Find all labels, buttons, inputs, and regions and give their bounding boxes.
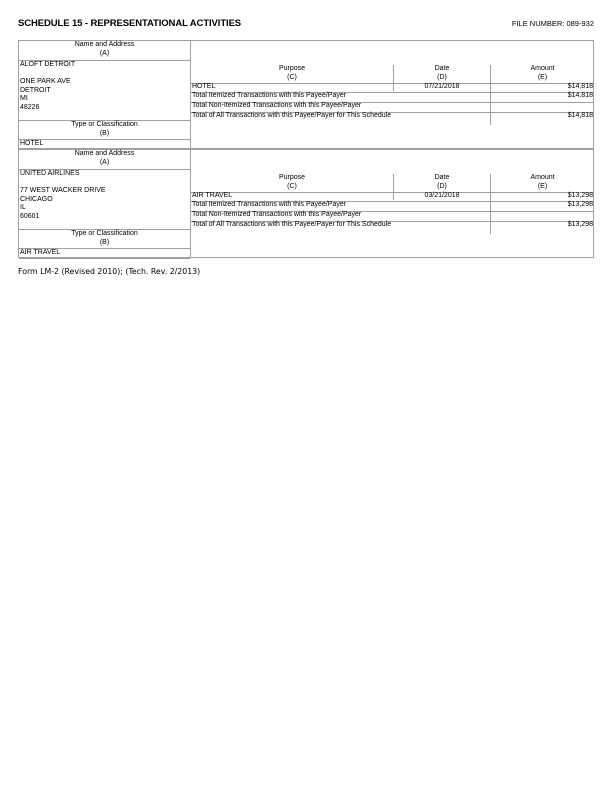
purpose-header: Purpose (C) — [278, 174, 306, 190]
type-classification-code: (B) — [99, 238, 110, 246]
total-itemized-label: Total Itemized Transactions with this Payee/Payer — [192, 201, 347, 208]
amount-header: Amount (E) — [530, 174, 555, 190]
payee-zip: 48226 — [20, 103, 40, 111]
amount-header: Amount (E) — [530, 65, 555, 81]
payee-block — [18, 40, 594, 149]
payee-address — [19, 61, 190, 121]
page-header — [18, 18, 594, 32]
transactions-table — [191, 150, 593, 257]
payee-street: 77 WEST WACKER DRIVE — [20, 187, 106, 195]
transactions-table — [191, 41, 593, 148]
total-non-itemized-label: Total Non-Itemized Transactions with this Payee/Payer — [192, 211, 362, 218]
payee-type — [19, 249, 190, 259]
payee-type-value: HOTEL — [20, 140, 44, 147]
date-header: Date (D) — [434, 174, 450, 190]
total-all-amount: $13,298 — [567, 221, 593, 228]
total-all-label: Total of All Transactions with this Payee/Payer for This Schedule — [192, 112, 392, 119]
file-number: FILE NUMBER: 089-932 — [511, 19, 594, 28]
type-classification-label: Type or Classification — [71, 230, 138, 237]
transaction-purpose: AIR TRAVEL — [192, 192, 233, 199]
payee-state: IL — [20, 204, 26, 212]
total-itemized-amount: $13,298 — [567, 201, 593, 208]
payee-city: CHICAGO — [20, 195, 53, 203]
transaction-amount: $13,298 — [567, 192, 593, 199]
payee-address — [19, 170, 190, 230]
form-footer: Form LM-2 (Revised 2010); (Tech. Rev. 2/2013) — [18, 267, 201, 276]
type-classification-header — [19, 121, 190, 140]
total-itemized-amount: $14,818 — [567, 92, 593, 99]
name-address-label: Name and Address — [74, 41, 135, 48]
purpose-header: Purpose (C) — [278, 65, 306, 81]
name-address-label: Name and Address — [74, 150, 135, 157]
transaction-purpose: HOTEL — [192, 83, 216, 90]
transaction-date: 03/21/2018 — [424, 192, 460, 199]
payee-block — [18, 149, 594, 258]
payee-zip: 60601 — [20, 212, 40, 220]
transaction-date: 07/21/2018 — [424, 83, 460, 90]
name-address-header — [19, 150, 190, 170]
type-classification-header — [19, 230, 190, 249]
total-all-label: Total of All Transactions with this Payee/Payer for This Schedule — [192, 221, 392, 228]
payee-state: MI — [20, 95, 28, 103]
name-address-code: (A) — [99, 49, 110, 57]
payee-info — [19, 150, 191, 257]
transaction-amount: $14,818 — [567, 83, 593, 90]
date-header: Date (D) — [434, 65, 450, 81]
type-classification-label: Type or Classification — [71, 121, 138, 128]
payee-type-value: AIR TRAVEL — [20, 249, 61, 256]
payee-name: UNITED AIRLINES — [20, 170, 80, 177]
total-non-itemized-label: Total Non-Itemized Transactions with this Payee/Payer — [192, 102, 362, 109]
schedule-title: SCHEDULE 15 - REPRESENTATIONAL ACTIVITIES — [18, 18, 242, 29]
payee-name: ALOFT DETROIT — [20, 61, 76, 68]
type-classification-code: (B) — [99, 129, 110, 137]
total-all-amount: $14,818 — [567, 112, 593, 119]
payee-info — [19, 41, 191, 148]
payee-city: DETROIT — [20, 86, 51, 94]
total-itemized-label: Total Itemized Transactions with this Payee/Payer — [192, 92, 347, 99]
name-address-code: (A) — [99, 158, 110, 166]
payee-street: ONE PARK AVE — [20, 78, 71, 86]
name-address-header — [19, 41, 190, 61]
